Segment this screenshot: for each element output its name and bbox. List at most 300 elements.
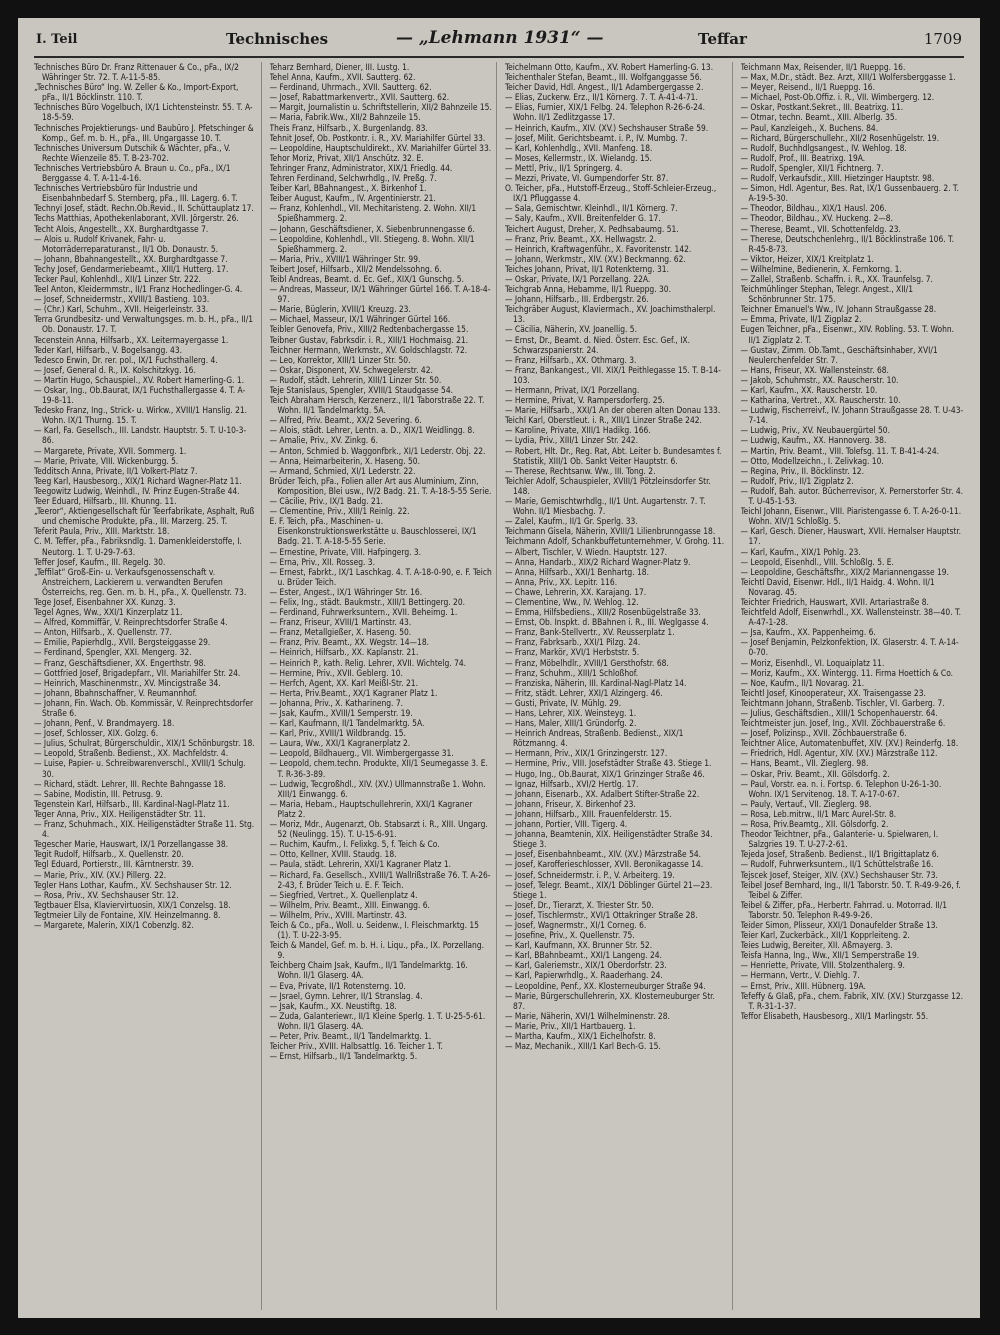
- directory-entry: — Ludwig, Kaufm., XX. Hannoverg. 38.: [740, 435, 887, 446]
- directory-entry: — Ernst, Priv., XIII. Hübnerg. 19A.: [740, 980, 866, 991]
- directory-entry: — Rosa, Priv.Beamtg., XII. Gölsdorfg. 2.: [740, 819, 889, 830]
- directory-entry: — Karl, Kaufmann, II/1 Tandelmarktg. 5A.: [269, 718, 425, 729]
- directory-entry: — Sala, Gemischtwr. Kleinhdl., II/1 Körnerg. 7.: [505, 203, 678, 214]
- directory-entry: — Hans, Maler, XIII/1 Gründorfg. 2.: [505, 718, 637, 729]
- directory-entry: — Emma, Hilfsbediens., XIII/2 Rosenbügelstraße 33.: [505, 607, 701, 618]
- directory-entry: — Amalie, Priv., XV. Zinkg. 6.: [269, 435, 378, 446]
- directory-entry: — Viktor, Heizer, XIX/1 Kreitplatz 1.: [740, 253, 874, 264]
- directory-entry: — Rudolf, Fuhrwerksuntern., II/1 Schüttelstraße 16.: [740, 859, 934, 870]
- directory-entry: — Armand, Schmied, XI/1 Lederstr. 22.: [269, 465, 416, 476]
- directory-entry: — Hermann, Vertr., V. Diehlg. 7.: [740, 970, 860, 981]
- directory-entry: — Elias, Zuckerw. Erz., II/1 Körnerg. 7. T. A-41-4-71.: [505, 92, 698, 103]
- directory-entry: Technisches Projektierungs- und Baubüro J. Pfetschinger & Komp., Gef. m. b. H., pFa., III. Ungargasse 10. T.: [34, 122, 254, 143]
- directory-entry: Tecker Paul, Kohlenhdl., XII/1 Linzer Str. 222.: [34, 273, 201, 284]
- directory-entry: Tedesco Erwin, Dr. rer. pol., IX/1 Fuchsthallerg. 4.: [34, 354, 218, 365]
- directory-entry: — Chawe, Lehrerin, XX. Karajang. 17.: [505, 586, 647, 597]
- directory-entry: Brüder Teich, pFa., Folien aller Art aus Aluminium, Zinn, Komposition, Blei usw., IV/2 Badg. 21. T. A-18-5-55 Serie.: [269, 475, 492, 496]
- directory-entry: — Josef, Polizinsp., XVII. Zöchbauerstraße 6.: [740, 728, 907, 739]
- directory-entry: — Franz, Fabrksarb., XXI/1 Pilzg. 24.: [505, 637, 641, 648]
- directory-entry: Teibl Andreas, Beamt. d. Ec. Gef., XIX/1 Gunschg. 5.: [269, 273, 464, 284]
- directory-entry: — Hans, Friseur, XX. Wallensteinstr. 68.: [740, 364, 889, 375]
- directory-entry: — Anna, Handarb., XIX/2 Richard Wagner-Platz 9.: [505, 556, 691, 567]
- directory-entry: — Otto, Modellzeichn., I. Zelivkag. 10.: [740, 455, 884, 466]
- directory-entry: — Elias, Furnier, XIX/1 Felbg. 24. Telephon R-26-6-24. Wohn. II/1 Zedlitzgasse 17.: [505, 102, 706, 123]
- directory-entry: — Ester, Angest., IX/1 Währinger Str. 16.: [269, 586, 423, 597]
- directory-entry: — Paul, Kanzleigeh., X. Buchens. 84.: [740, 122, 879, 133]
- directory-entry: — Henriette, Private, VIII. Stolzenthalerg. 9.: [740, 960, 905, 971]
- directory-entry: Teje Stanislaus, Spengler, XVIII/1 Staudgasse 54.: [269, 385, 454, 395]
- directory-entry: — Rudolf, Prof., III. Beatrixg. 19A.: [740, 152, 866, 163]
- column-2: [270, 62, 498, 1310]
- directory-entry: Technisches Vertriebsbüro A. Braun u. Co., pFa., IX/1 Berggasse 4. T. A-11-4-16.: [34, 162, 231, 184]
- directory-entry: — Laura, Ww., XXI/1 Kagranerplatz 2.: [269, 738, 411, 749]
- directory-entry: — Marie, Näherin, XVI/1 Wilhelminenstr. 28.: [505, 1010, 670, 1021]
- header-rule: [34, 56, 964, 58]
- directory-entry: — Theodor, Bildhau., XV. Huckeng. 2—8.: [740, 213, 893, 224]
- directory-entry: Teichtmann Johann, Straßenb. Tischler, VI. Garberg. 7.: [740, 697, 945, 708]
- directory-entry: — Karl, Kaufm., XIX/1 Pohlg. 23.: [740, 546, 861, 557]
- directory-entry: Teich Abraham Hersch, Kerzenerz., II/1 Taborstraße 22. T. Wohn. II/1 Tandelmarktg. 5A.: [269, 395, 485, 416]
- directory-entry: — Marie, Priv., XII/1 Hartbauerg. 1.: [505, 1020, 636, 1031]
- directory-entry: Teicher David, Hdl. Angest., II/1 Adambergergasse 2.: [505, 82, 704, 93]
- directory-entry: — Julius, Geschäftsdien., XIII/1 Schopenhauerstr. 64.: [740, 708, 938, 718]
- directory-entry: — Josef, Eisenbahnbeamt., XIV. (XV.) Märzstraße 54.: [505, 849, 702, 860]
- directory-entry: — Franziska, Näherin, III. Kardinal-Nagl-Platz 14.: [505, 677, 687, 688]
- directory-entry: Technyi Josef, städt. Rechn.Ob.Revid., II. Schüttauplatz 17.: [34, 203, 254, 214]
- directory-entry: Tehren Ferdinand, Selchwrhdlg., IV. Preßg. 7.: [269, 173, 437, 184]
- directory-entry: — Margarete, Malerin, XIX/1 Cobenzlg. 82.: [34, 919, 194, 930]
- directory-entry: — Heinrich Andreas, Straßenb. Bedienst., XIX/1 Rötzmanng. 4.: [505, 728, 684, 749]
- directory-entry: — Karl, BBahnbeamt., XXI/1 Langeng. 24.: [505, 950, 662, 961]
- directory-entry: — Emma, Private, II/1 Zigplaz 2.: [740, 314, 862, 325]
- directory-entry: — Josef, Milit. Gerichtsbeamt. i. P., IV. Mumbg. 7.: [505, 132, 688, 143]
- directory-entry: — Richard, Bürgerschullehr., XII/2 Rosenhügelstr. 19.: [740, 132, 940, 143]
- directory-page: [18, 18, 980, 1318]
- directory-entry: — Marie, Büglerin, XVIII/1 Kreuzg. 23.: [269, 304, 411, 315]
- directory-entry: — Leo, Korrektor, XIII/1 Linzer Str. 50.: [269, 354, 411, 365]
- directory-entry: — Hermann, Privat, IX/1 Porzellang.: [505, 385, 640, 395]
- directory-entry: — Zalel, Kaufm., II/1 Gr. Sperlg. 33.: [505, 516, 638, 527]
- directory-entry: — Josefine, Priv., X. Quellenstr. 75.: [505, 930, 635, 941]
- directory-entry: — Josef, Rabattmarkenvertr., XVII. Sautterg. 62.: [269, 92, 450, 103]
- directory-entry: — Katharina, Vertret., XX. Rauscherstr. 10.: [740, 395, 901, 406]
- directory-entry: — Franz, Kohlenhdl., VII. Mechitaristeng. 2. Wohn. XII/1 Spießhammerg. 2.: [269, 203, 477, 224]
- directory-entry: — Josef, Schlosser, XIX. Golzg. 6.: [34, 728, 159, 739]
- directory-entry: Teichl Karl, Oberstleut. i. R., XIII/1 Linzer Straße 242.: [505, 415, 702, 426]
- directory-entry: — Ludwig, Fischerreivf., IV. Johann Straußgasse 28. T. U-43-7-14.: [740, 405, 964, 426]
- directory-entry: — Karl, Papierwrhdlg., X. Raaderhang. 24.: [505, 970, 663, 981]
- directory-entry: — Therese, Deutschchenlehrg., II/1 Böcklinstraße 106. T. R-45-8-73.: [740, 233, 955, 254]
- directory-entry: — Franz, Priv. Beamt., XX. Hellwagstr. 2.: [505, 233, 657, 244]
- directory-entry: — Johann, Bbahnangestellt., XX. Burghardtgasse 7.: [34, 253, 228, 264]
- directory-entry: — Moriz, Mdr., Augenarzt, Ob. Stabsarzt i. R., XIII. Ungarg. 52 (Neulingg. 15). T. U-15-6-91.: [269, 819, 488, 840]
- directory-entry: — Marie, Priv., XIV. (XV.) Pillerg. 22.: [34, 869, 167, 880]
- directory-entry: — Maria, Fabrik.Ww., XII/2 Bahnzeile 15.: [269, 112, 421, 123]
- directory-entry: — Moriz, Kaufm., XX. Wintergg. 11. Firma Hoettich & Co.: [740, 667, 954, 678]
- directory-entry: — Max, M.Dr., städt. Bez. Arzt, XIII/1 Wolfersberggasse 1.: [740, 72, 956, 83]
- listing-columns: [34, 62, 968, 1310]
- directory-entry: — Johann, Penf., V. Brandmayerg. 18.: [34, 718, 175, 729]
- directory-entry: Techy Josef, Gendarmeriebeamt., XIII/1 Hutterg. 17.: [34, 263, 229, 274]
- directory-entry: — Fritz, städt. Lehrer, XXI/1 Alzingerg. 46.: [505, 687, 663, 698]
- directory-entry: — Erna, Priv., XII. Rosseg. 3.: [269, 556, 375, 567]
- directory-entry: — Johann, Bbahnschaffner, V. Reumannhof.: [34, 687, 198, 698]
- directory-entry: E. F. Teich, pFa., Maschinen- u. Eisenkonstruktionswerkstätte u. Bauschlosserei, IX/1 Badg. 21. T. A-18-5-55 Serie.: [269, 516, 477, 547]
- directory-entry: — Robert, Hlt. Dr., Reg. Rat, Abt. Leiter b. Bundesamtes f. Statistik, XIII/1 Ob. Sankt Veiter Hauptstr. 6.: [505, 445, 722, 466]
- directory-entry: — Wilhelm, Priv., XVIII. Martinstr. 43.: [269, 909, 407, 920]
- directory-entry: — Jsa, Kaufm., XX. Pappenheimg. 6.: [740, 627, 876, 638]
- directory-entry: — Josef Benjamin, Pelzkonfektion, IX. Glaserstr. 4. T. A-14-0-70.: [740, 637, 959, 658]
- directory-entry: — Richard, Fa. Gesellsch., XVIII/1 Wallrißstraße 76. T. A-26-2-43, f. Brüder Teich u. E. F. Teich.: [269, 869, 491, 890]
- directory-entry: — Oskar, Postkant.Sekret., III. Beatrixg. 11.: [740, 102, 904, 113]
- directory-entry: — Josef, Schneidermstr., XVIII/1 Bastieng. 103.: [34, 294, 210, 305]
- directory-entry: Teibert Josef, Hilfsarb., XII/2 Mendelssohng. 6.: [269, 263, 442, 274]
- directory-entry: — Alois, städt. Lehrer, Lentn. a. D., XIX/1 Weidlingg. 8.: [269, 425, 475, 436]
- directory-entry: — Johann, Hilfsarb., III. Erdbergstr. 26.: [505, 294, 649, 305]
- directory-entry: Tecenstein Anna, Hilfsarb., XX. Leitermayergasse 1.: [34, 334, 229, 345]
- directory-entry: — Mezzi, Private, VI. Gumpendorfer Str. 87.: [505, 173, 669, 184]
- directory-entry: — Otto, Kellner, XVIII. Staudg. 18.: [269, 849, 397, 860]
- directory-entry: Teeg Karl, Hausbesorg., XIX/1 Richard Wagner-Platz 11.: [34, 475, 242, 486]
- directory-entry: — Marie, Hilfsarb., XXI/1 An der oberen alten Donau 133.: [505, 405, 721, 416]
- directory-entry: — Marie, Gemischtwrhdlg., II/1 Unt. Augartenstr. 7. T. Wohn. II/1 Miesbachg. 7.: [505, 496, 706, 517]
- directory-entry: — Paul, Vorstr. ea. n. i. Fortsp. 6. Telephon U-26-1-30. Wohn. IX/1 Servitenog. 18. T. A-17-0-67.: [740, 778, 942, 799]
- directory-entry: — Oskar, Private, IX/1 Porzellang. 22A.: [505, 273, 651, 284]
- directory-entry: — Karl, Fa. Gesellsch., III. Landstr. Hauptstr. 5. T. U-10-3-86.: [34, 425, 247, 446]
- directory-entry: — Mettl, Priv., II/1 Springerg. 4.: [505, 162, 623, 173]
- directory-entry: — Ernst, Dr., Beamt. d. Nied. Österr. Esc. Gef., IX. Schwarzspanierstr. 24.: [505, 334, 690, 355]
- directory-entry: Teich & Mandel, Gef. m. b. H. i. Liqu., pFa., IX. Porzellang. 9.: [269, 940, 484, 961]
- directory-entry: — Lydia, Priv., XIII/1 Linzer Str. 242.: [505, 435, 638, 446]
- directory-entry: Teichert August, Dreher, X. Pedhsabaumg. 51.: [505, 223, 679, 234]
- directory-entry: — Therese, Beamt., VII. Schottenfeldg. 23.: [740, 223, 901, 234]
- directory-entry: — Clementine, Priv., XIII/1 Reinlg. 22.: [269, 506, 410, 517]
- directory-entry: — Josef, Telegr. Beamt., XIX/1 Döblinger Gürtel 21—23. Stiege 1.: [505, 879, 713, 900]
- directory-entry: Teichtfeld Adolf, Eisenwrhdl., XX. Wallensteinstr. 38—40. T. A-47-1-28.: [740, 607, 961, 628]
- publication-title: — „Lehmann 1931“ —: [396, 28, 604, 48]
- directory-entry: Tegtmeier Lily de Fontaine, XIV. Heinzelmanng. 8.: [34, 909, 221, 920]
- directory-entry: — Cäcilia, Näherin, XV. Joanellig. 5.: [505, 324, 637, 335]
- directory-entry: Tegl Eduard, Portierstr., III. Kärntnerstr. 39.: [34, 859, 194, 870]
- directory-entry: Teichelmann Otto, Kaufm., XV. Robert Hamerling-G. 13.: [505, 62, 714, 72]
- directory-entry: Teel Anton, Kleidermmstr., II/1 Franz Hochedlinger-G. 4.: [34, 284, 243, 295]
- directory-entry: Tedditsch Anna, Private, II/1 Volkert-Platz 7.: [34, 465, 198, 476]
- directory-entry: Tegel Agnes, Ww., XXI/1 Kinzerplatz 11.: [34, 607, 183, 618]
- directory-entry: — Simon, Hdl. Agentur, Bes. Rat, IX/1 Gussenbauerg. 2. T. A-19-5-30.: [740, 183, 959, 204]
- directory-entry: — Franz, Hilfsarb., XX. Othmarg. 3.: [505, 354, 637, 365]
- directory-entry: Terra Grundbesitz- und Verwaltungsges. m. b. H., pFa., II/1 Ob. Donaustr. 17. T.: [34, 314, 254, 335]
- directory-entry: — Otmar, techn. Beamt., XIII. Alberlg. 35.: [740, 112, 898, 123]
- directory-entry: Teegowitz Ludwig, Weinhdl., IV. Prinz Eugen-Straße 44.: [34, 485, 240, 496]
- directory-entry: Teibler Genovefa, Priv., XIII/2 Redtenbachergasse 15.: [269, 324, 469, 335]
- directory-entry: Teies Ludwig, Bereiter, XII. Aßmayerg. 3.: [740, 940, 893, 951]
- directory-entry: — Jsak, Kaufm., XX. Neustiftg. 18.: [269, 1000, 397, 1011]
- directory-entry: Teichmühlinger Stephan, Telegr. Angest., XII/1 Schönbrunner Str. 175.: [740, 284, 913, 305]
- running-keyword: Teffar: [698, 30, 747, 48]
- directory-entry: — Karl, Gesch. Diener, Hauswart, XVII. Hernalser Hauptstr. 17.: [740, 526, 962, 547]
- directory-entry: Teichtmeister jun. Josef, Ing., XVII. Zöchbauerstraße 6.: [740, 718, 946, 729]
- directory-entry: — Franz, Friseur, XVIII/1 Martinstr. 43.: [269, 617, 412, 628]
- directory-entry: — Ignaz, Hilfsarb., XVI/2 Hertlg. 17.: [505, 778, 639, 789]
- column-3: [505, 62, 733, 1310]
- directory-entry: — Maria, Priv., XVIII/1 Währinger Str. 99.: [269, 253, 421, 264]
- directory-entry: Teichgrab Anna, Hebamme, II/1 Rueppg. 30.: [505, 284, 671, 295]
- directory-entry: Teichler Adolf, Schauspieler, XVIII/1 Pötzleinsdorfer Str. 148.: [505, 475, 711, 496]
- directory-entry: — Josef, Karofferieschlosser, XVII. Beronikagasse 14.: [505, 859, 704, 870]
- directory-entry: Teichner Emanuel's Ww., IV. Johann Straußgasse 28.: [740, 304, 937, 315]
- directory-entry: Tege Josef, Eisenbahner XX. Kunzg. 3.: [34, 596, 176, 607]
- directory-entry: O. Teicher, pFa., Hutstoff-Erzeug., Stoff-Schleier-Erzeug., IX/1 Pfluggasse 4.: [505, 183, 717, 204]
- page-header: [36, 28, 962, 54]
- directory-entry: Teichgräber August, Klaviermach., XV. Joachimsthalerpl. 13.: [505, 304, 716, 325]
- directory-entry: — Oskar, Disponent, XV. Schwegelerstr. 42.: [269, 364, 433, 375]
- directory-entry: — Johann, Hilfsarb., XIII. Frauenfelderstr. 15.: [505, 808, 672, 819]
- directory-entry: „Technisches Büro“ Ing. W. Zeller & Ko., Import-Export, pFa., II/1 Böcklinstr. 110. T.: [34, 82, 239, 103]
- directory-entry: — Franz, Möbelhdlr., XVIII/1 Gersthofstr. 68.: [505, 657, 669, 668]
- directory-entry: Teichberg Chaim Jsak, Kaufm., II/1 Tandelmarktg. 16. Wohn. II/1 Glaserg. 4A.: [269, 960, 468, 981]
- directory-entry: — Saly, Kaufm., XVII. Breitenfelder G. 17.: [505, 213, 661, 224]
- directory-entry: — Franz, Schuhmach., XIX. Heiligenstädter Straße 11. Stg. 4.: [34, 819, 255, 840]
- directory-entry: Teger Anna, Priv., XIX. Heiligenstädter Str. 11.: [34, 808, 206, 819]
- directory-entry: Teier Karl, Zuckerbäck., XII/1 Kopprleiteng. 2.: [740, 930, 910, 941]
- directory-entry: Teferit Paula, Priv., XIII. Marktstr. 18.: [34, 526, 170, 537]
- directory-entry: — Peter, Priv. Beamt., II/1 Tandelmarktg. 1.: [269, 1031, 432, 1041]
- directory-entry: Tefeffy & Glaß, pFa., chem. Fabrik, XIV. (XV.) Sturzgasse 12. T. R-31-1-37.: [740, 990, 964, 1011]
- directory-entry: Teder Karl, Hilfsarb., V. Bogelsangg. 43.: [34, 344, 183, 355]
- directory-entry: — Ruchim, Kaufm., I. Felixkg. 5, f. Teich & Co.: [269, 839, 440, 850]
- directory-entry: — Moriz, Eisenhdl., VI. Loquaiplatz 11.: [740, 657, 885, 668]
- directory-entry: — Maria, Hebam., Hauptschullehrerin, XXI/1 Kagraner Platz 2.: [269, 798, 473, 819]
- directory-entry: — Rosa, Priv., XV. Sechshauser Str. 12.: [34, 889, 179, 900]
- directory-entry: C. M. Teffer, pFa., Fabriksndlg. 1. Damenkleiderstoffe, I. Neutorg. 1. T. U-29-7-63.: [34, 536, 242, 557]
- directory-entry: — Leopold, Straßenb. Bedienst., XX. Machfeldstr. 4.: [34, 748, 229, 759]
- page-number: 1709: [923, 30, 962, 48]
- directory-entry: — Anna, Heimarbeiterin, X. Haseng. 50.: [269, 455, 420, 466]
- directory-entry: — Ferdinand, Spengler, XXI. Mengerg. 32.: [34, 647, 192, 658]
- directory-entry: — Alfred, Kommiffär, V. Reinprechtsdorfer Straße 4.: [34, 617, 228, 628]
- directory-entry: Tegenstein Karl, Hilfsarb., III. Kardinal-Nagl-Platz 11.: [34, 798, 230, 809]
- directory-entry: — Albert, Tischler, V. Wiedn. Hauptstr. 127.: [505, 546, 668, 557]
- directory-entry: Tegler Hans Lothar, Kaufm., XV. Sechshauser Str. 12.: [34, 879, 232, 890]
- directory-entry: — Karoline, Private, XIII/1 Hadikg. 166.: [505, 425, 651, 436]
- directory-entry: Teibner Gustav, Fabrksdir. i. R., XIII/1 Hochmaisg. 21.: [269, 334, 469, 345]
- directory-entry: Teichtl Josef, Kinooperateur, XX. Traisengasse 23.: [740, 687, 926, 698]
- directory-entry: Teichtl David, Eisenwr. Hdl., II/1 Haidg. 4. Wohn. II/1 Novarag. 45.: [740, 576, 935, 597]
- directory-entry: — Josef, Tischlermstr., XVI/1 Ottakringer Straße 28.: [505, 909, 698, 920]
- directory-entry: Teharz Bernhard, Diener, III. Lustg. 1.: [269, 62, 410, 72]
- directory-entry: — Leopoldine, Geschäftsfhr., XIX/2 Mariannengasse 19.: [740, 566, 949, 577]
- directory-entry: — Marie, Private, VIII. Wickenburgg. 5.: [34, 455, 179, 466]
- directory-entry: — Johann, Geschäftsdiener, X. Siebenbrunnengasse 6.: [269, 223, 475, 234]
- directory-entry: Teibel Josef Bernhard, Ing., II/1 Taborstr. 50. T. R-49-9-26, f. Teibel & Ziffer.: [740, 879, 961, 900]
- directory-entry: — Leopold, chem.techn. Produkte, XII/1 Seumegasse 3. E. T. R-36-3-89.: [269, 758, 488, 779]
- directory-entry: Technisches Büro Vogelbuch, IX/1 Lichtensteinstr. 55. T. A-18-5-59.: [34, 102, 253, 123]
- directory-entry: — Anna, Priv., XX. Lepitr. 116.: [505, 576, 618, 587]
- directory-entry: Teiber August, Kaufm., IV. Argentinierstr. 21.: [269, 193, 436, 204]
- directory-entry: — Karl, Kaufmann, XX. Brunner Str. 52.: [505, 940, 653, 951]
- directory-entry: — Margarete, Private, XVII. Sommerg. 1.: [34, 445, 187, 456]
- directory-entry: — Gottfried Josef, Brigadepfarr., VII. Mariahilfer Str. 24.: [34, 667, 241, 678]
- column-1: [34, 62, 262, 1310]
- directory-entry: — Rudolf, Buchhdlgsangest., IV. Wehlog. 18.: [740, 142, 907, 153]
- directory-entry: — Pauly, Vertauf., VII. Zieglerg. 98.: [740, 798, 872, 809]
- directory-entry: — Zallel, Straßenb. Schaffn. i. R., XX. Traunfelsg. 7.: [740, 273, 933, 284]
- directory-entry: — Ernestine, Private, VIII. Hafpingerg. 3.: [269, 546, 422, 557]
- directory-entry: — Johann, Portier, VIII. Tigerg. 4.: [505, 819, 628, 830]
- directory-entry: Teiches Johann, Privat, II/1 Rotenkterng. 31.: [505, 263, 669, 274]
- directory-entry: — Anton, Hilfsarb., X. Quellenstr. 77.: [34, 627, 172, 638]
- directory-entry: — Felix, Ing., städt. Baukmstr., XIII/1 Bettingerg. 20.: [269, 596, 466, 607]
- directory-entry: — Leopold, Bildhauerg., VII. Wimbergergasse 31.: [269, 748, 454, 759]
- directory-entry: — Emilie, Papierhdlg., XVII. Bergsteiggasse 29.: [34, 637, 211, 648]
- directory-entry: — Hermann, Priv., XIX/1 Grinzingerstr. 127.: [505, 748, 668, 759]
- directory-entry: Teichmann Adolf, Schankbuffetunternehmer, V. Grohg. 11.: [505, 536, 725, 547]
- directory-entry: — Richard, städt. Lehrer, III. Rechte Bahngasse 18.: [34, 778, 226, 789]
- directory-entry: Tedesko Franz, Ing., Strick- u. Wirkw., XVIII/1 Hanslig. 21. Wohn. IX/1 Thurng. 15. T.: [34, 405, 248, 426]
- directory-entry: — Johanna, Beamtenin, XIX. Heiligenstädter Straße 34. Stiege 3.: [505, 829, 713, 850]
- directory-entry: — Therese, Rechtsanw. Ww., III. Tong. 2.: [505, 465, 656, 476]
- directory-entry: — Hans, Beamt., VII. Zieglerg. 98.: [740, 758, 869, 769]
- directory-entry: — Franz, Bank-Stellvertr., XV. Reusserplatz 1.: [505, 627, 675, 638]
- directory-entry: Theodor Teichtner, pFa., Galanterie- u. Spielwaren, I. Salzgries 19. T. U-27-2-61.: [740, 829, 939, 850]
- directory-entry: — Julius, Schulrat, Bürgerschuldir., XIX/1 Schönburgstr. 18.: [34, 738, 255, 749]
- directory-entry: — (Chr.) Karl, Schuhm., XVII. Heigerleinstr. 33.: [34, 304, 209, 315]
- directory-entry: — Anton, Schmied b. Waggonfbrk., XI/1 Lederstr. Obj. 22.: [269, 445, 486, 456]
- section-title: Technisches: [226, 30, 329, 48]
- directory-entry: — Gusti, Private, IV. Mühlg. 29.: [505, 697, 622, 708]
- directory-entry: — Michael, Post-Ob.Offiz. i. R., VII. Wimbergerg. 12.: [740, 92, 935, 103]
- directory-entry: — Ludwig, Priv., XV. Neubauergürtel 50.: [740, 425, 890, 436]
- directory-entry: Tegtbauer Elsa, Klaviervirtuosin, XIX/1 Conzelsg. 18.: [34, 899, 231, 910]
- directory-entry: Teich & Co., pFa., Woll. u. Seidenw., I. Fleischmarktg. 15 (1). T. U-22-3-95.: [269, 919, 479, 941]
- directory-entry: — Eva, Private, II/1 Rotensterng. 10.: [269, 980, 406, 991]
- directory-entry: — Zuda, Galanteriewr., II/1 Kleine Sperlg. 1. T. U-25-5-61. Wohn. II/1 Glaserg. 4A.: [269, 1010, 486, 1031]
- directory-entry: „Teeror“, Aktiengesellschaft für Teerfabrikate, Asphalt, Ruß und chemische Produkte, pFa., III. Marzerg. 25. T.: [34, 506, 255, 527]
- directory-entry: Tehor Moriz, Privat, XII/1 Anschütz. 32. E.: [269, 152, 424, 163]
- directory-entry: — Alfred, Priv. Beamt., XX/2 Severing. 6.: [269, 415, 422, 426]
- directory-entry: Teibel & Ziffer, pFa., Herbertr. Fahrrad. u. Motorrad. II/1 Taborstr. 50. Telephon R-49-9-26.: [740, 899, 948, 920]
- directory-entry: Teichenthaler Stefan, Beamt., III. Wolfganggasse 56.: [505, 72, 702, 83]
- directory-entry: Teffer Josef, Kaufm., III. Regelg. 30.: [34, 556, 166, 567]
- directory-entry: — Josef, Schneidermstr. i. P., V. Arbeiterg. 19.: [505, 869, 675, 880]
- directory-entry: — Rudolf, städt. Lehrerin, XIII/1 Linzer Str. 50.: [269, 374, 442, 385]
- directory-entry: — Heinrich, Kaufm., XIV. (XV.) Sechshauser Straße 59.: [505, 122, 709, 133]
- directory-entry: — Karl, Priv., XVIII/1 Wildbrandg. 15.: [269, 728, 406, 739]
- directory-entry: — Josef, Wagnermstr., XI/1 Corneg. 6.: [505, 919, 647, 930]
- part-label: I. Teil: [36, 32, 78, 47]
- directory-entry: — Rudolf, Bah. autor. Bücherrevisor, X. Pernerstorfer Str. 4. T. U-45-1-53.: [740, 485, 964, 507]
- directory-entry: — Siegfried, Vertret., X. Quellenplatz 4.: [269, 889, 418, 900]
- directory-entry: — Jsak, Kaufm., XVIII/1 Semperstr. 19.: [269, 708, 413, 718]
- directory-entry: Teichmann Gisela, Näherin, XVIII/1 Lilienbrunngasse 18.: [505, 526, 716, 537]
- directory-entry: — Heinrich, Maschinenmstr., XV. Mincigstraße 34.: [34, 677, 221, 688]
- directory-entry: — Oskar, Priv. Beamt., XII. Gölsdorfg. 2.: [740, 768, 890, 779]
- directory-entry: — Clementine, Ww., IV. Wehlog. 12.: [505, 596, 639, 607]
- directory-entry: Teffor Elisabeth, Hausbesorg., XII/1 Marlingstr. 55.: [740, 1010, 929, 1021]
- directory-entry: Teiber Karl, BBahnangest., X. Birkenhof 1.: [269, 183, 427, 194]
- directory-entry: — Ernst, Ob. Inspkt. d. BBahnen i. R., III. Weglgasse 4.: [505, 617, 709, 628]
- directory-entry: — Hugo, Ing., Ob.Baurat, XIX/1 Grinzinger Straße 46.: [505, 768, 705, 779]
- directory-entry: — Franz, Metallgießer, X. Haseng. 50.: [269, 627, 412, 638]
- directory-entry: — Friedrich, Hdl. Agentur, XIV. (XV.) Märzstraße 112.: [740, 748, 938, 759]
- directory-entry: — Luise, Papier- u. Schreibwarenverschl., XVIII/1 Schulg. 30.: [34, 758, 246, 779]
- directory-entry: — Oskar, Ing., Ob.Baurat, IX/1 Fuchsthallergasse 4. T. A-19-8-11.: [34, 385, 246, 406]
- directory-entry: — Johanna, Priv., X. Katharineng. 7.: [269, 697, 404, 708]
- directory-entry: Techt Alois, Angestellt., XX. Burghardtgasse 7.: [34, 223, 209, 234]
- directory-entry: — Marie, Bürgerschullehrerin, XX. Klosterneuburger Str. 87.: [505, 990, 715, 1011]
- directory-entry: — Leopoldine, Hauptschuldirekt., XV. Mariahilfer Gürtel 33.: [269, 142, 492, 153]
- directory-entry: — Josef, Dr., Tierarzt, X. Triester Str. 50.: [505, 899, 654, 910]
- directory-entry: Teichmann Max, Reisender, II/1 Rueppg. 16.: [740, 62, 906, 72]
- directory-entry: — Ernest, Fabrkt., IX/1 Laschkag. 4. T. A-18-0-90, e. F. Teich u. Brüder Teich.: [269, 566, 492, 587]
- directory-entry: — Regina, Priv., II. Böcklinstr. 12.: [740, 465, 864, 476]
- directory-entry: — Hermine, Priv., XVII. Geblerg. 10.: [269, 667, 403, 678]
- directory-entry: — Martin, Priv. Beamt., VIII. Tolefsg. 11. T. B-41-4-24.: [740, 445, 940, 456]
- directory-entry: Teicher Priv., XVIII. Halbsattlg. 16. Teicher 1. T.: [269, 1041, 443, 1052]
- directory-entry: Teichner Hermann, Werkmstr., XV. Goldschlagstr. 72.: [269, 344, 468, 355]
- directory-entry: Tejscek Josef, Steiger, XIV. (XV.) Sechshauser Str. 73.: [740, 869, 938, 880]
- directory-entry: — Wilhelmine, Bedienerin, X. Fernkorng. 1.: [740, 263, 902, 274]
- directory-entry: — Ferdinand, Fuhrwerksuntern., XVII. Beheimg. 1.: [269, 607, 458, 618]
- directory-entry: — Karl, Kaufm., XX. Rauscherstr. 10.: [740, 385, 878, 395]
- directory-entry: — Noe, Kaufm., II/1 Novarag. 21.: [740, 677, 865, 688]
- directory-entry: Teer Eduard, Hilfsarb., III. Khunng. 11.: [34, 496, 177, 507]
- directory-entry: — Leopoldine, Penf., XX. Klosterneuburger Straße 94.: [505, 980, 706, 991]
- directory-entry: Tehel Anna, Kaufm., XVII. Sautterg. 62.: [269, 72, 416, 83]
- directory-entry: — Franz, Bankangest., VII. XIX/1 Peithlegasse 15. T. B-14-103.: [505, 364, 721, 385]
- directory-entry: — Rudolf, Spengler, XII/1 Fichtnerg. 7.: [740, 162, 884, 173]
- directory-entry: „Teffilat“ Groß-Ein- u. Verkaufsgenossenschaft v. Anstreichern, Lackierern u. verwandten Berufen Österreichs, reg. Gen. m. b. H., pFa., X. Quellenstr. 73.: [34, 566, 247, 597]
- directory-entry: — Josef, General d. R., IX. Kolschitzkyg. 16.: [34, 364, 196, 375]
- directory-entry: — Heinrich, Hilfsarb., XX. Kaplanstr. 21.: [269, 647, 419, 658]
- directory-entry: Teichtner Alice, Automatenbuffet, XIV. (XV.) Reinderfg. 18.: [740, 738, 959, 749]
- directory-entry: — Johann, Werkmstr., XIV. (XV.) Beckmanng. 62.: [505, 253, 686, 264]
- directory-entry: Technisches Universum Dutschik & Wächter, pFa., V. Rechte Wienzeile 85. T. B-23-702.: [34, 142, 231, 163]
- directory-entry: — Franz, Markör, XVI/1 Herbststr. 5.: [505, 647, 640, 658]
- directory-entry: — Anna, Hilfsarb., XXI/1 Benhartg. 18.: [505, 566, 649, 577]
- column-4: [741, 62, 969, 1310]
- directory-entry: — Sabine, Modistin, III. Petrusg. 9.: [34, 788, 163, 799]
- directory-entry: Teider Simon, Plisseur, XXI/1 Donaufelder Straße 13.: [740, 919, 938, 930]
- directory-entry: — Rudolf, Priv., II/1 Zigplatz 2.: [740, 475, 854, 486]
- directory-entry: Teichl Johann, Eisenwr., VIII. Piaristengasse 6. T. A-26-0-11. Wohn. XIV/1 Schloßlg. 5.: [740, 506, 962, 527]
- directory-entry: — Andreas, Masseur, IX/1 Währinger Gürtel 166. T. A-18-4-97.: [269, 284, 491, 305]
- directory-entry: — Hans, Lehrer, XIX. Weinsteyg. 1.: [505, 708, 637, 718]
- directory-entry: — Jsrael, Gymn. Lehrer, II/1 Stranslag. 4.: [269, 990, 423, 1001]
- directory-entry: — Moses, Kellermstr., IX. Wielandg. 15.: [505, 152, 652, 163]
- directory-entry: — Gustav, Zimm. Ob.Tamt., Geschäftsinhaber, XVI/1 Neulerchenfelder Str. 7.: [740, 344, 938, 365]
- directory-entry: — Leopold, Eisenhdl., VIII. Schloßlg. 5. E.: [740, 556, 894, 567]
- directory-entry: — Herta, Priv.Beamt., XX/1 Kagraner Platz 1.: [269, 687, 438, 698]
- directory-entry: — Herfch, Agent, XX. Karl Meißl-Str. 21.: [269, 677, 418, 688]
- directory-entry: Teisfa Hanna, Ing., Ww., XII/1 Semperstraße 19.: [740, 950, 920, 961]
- directory-entry: — Cäcilie, Priv., IX/1 Badg. 21.: [269, 496, 383, 507]
- directory-entry: — Ludwig, Tecgroßhdl., XIV. (XV.) Ullmannstraße 1. Wohn. XIII/1 Einwangg. 6.: [269, 778, 486, 799]
- directory-entry: — Heinrich, Kraftwagenführ., X. Favoritenstr. 142.: [505, 243, 692, 254]
- directory-entry: Eugen Teichner, pFa., Eisenwr., XIV. Robling. 53. T. Wohn. II/1 Zigplatz 2. T.: [740, 324, 955, 345]
- directory-entry: — Hermine, Priv., VIII. Josefstädter Straße 43. Stiege 1.: [505, 758, 712, 769]
- directory-entry: — Johann, Friseur, X. Birkenhof 23.: [505, 798, 636, 809]
- directory-entry: — Wilhelm, Priv. Beamt., XIII. Einwangg. 6.: [269, 899, 430, 910]
- directory-entry: Theis Franz, Hilfsarb., X. Burgenlandg. 83.: [269, 122, 428, 133]
- directory-entry: — Maz, Mechanik., XIII/1 Karl Bech-G. 15.: [505, 1041, 661, 1052]
- directory-entry: — Michael, Masseur, IX/1 Währinger Gürtel 166.: [269, 314, 451, 325]
- directory-entry: — Franz, Schuhm., XIII/1 Schloßhof.: [505, 667, 639, 678]
- directory-entry: — Ernst, Hilfsarb., II/1 Tandelmarktg. 5.: [269, 1051, 418, 1062]
- directory-entry: Technisches Büro Dr. Franz Rittenauer & Co., pFa., IX/2 Währinger Str. 72. T. A-11-5-85.: [34, 62, 239, 83]
- directory-entry: — Hermine, Privat, V. Rampersdorferg. 25.: [505, 395, 665, 406]
- directory-entry: — Theodor, Bildhau., XIX/1 Hausl. 206.: [740, 203, 887, 214]
